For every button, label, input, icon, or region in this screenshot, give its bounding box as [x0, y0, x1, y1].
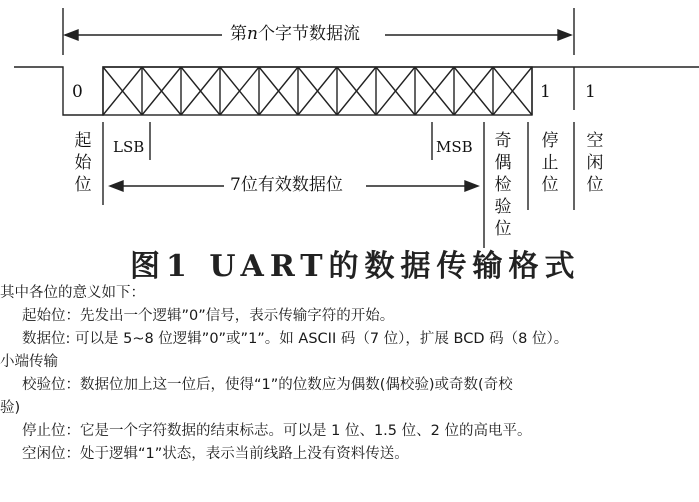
- stream-label: [230, 26, 360, 43]
- figure-caption: 图1 UART的数据传输格式: [130, 249, 581, 284]
- stream-label-n: n: [247, 24, 258, 44]
- data-cell-crosses: [103, 67, 532, 115]
- stream-label-suffix: 个字节数据流: [257, 24, 360, 44]
- start-value: 0: [72, 82, 83, 102]
- stop-bit-label: 停止位: [541, 131, 559, 195]
- data-bits-line: 数据位: 可以是 5~8 位逻辑”0”或”1”。如 ASCII 码（7 位），扩展 BCD 码（8 位）。: [22, 331, 569, 347]
- data-arrowhead-right: [465, 181, 478, 191]
- data-arrowhead-left: [110, 181, 123, 191]
- start-bit-label: 起始位: [74, 131, 92, 195]
- little-endian-line: 小端传输: [0, 354, 58, 370]
- explanation-text: [0, 282, 699, 466]
- lsb-label: LSB: [113, 138, 145, 156]
- stream-label-prefix: 第: [230, 24, 247, 44]
- stop-bit-line: 停止位：它是一个字符数据的结束标志。可以是 1 位、1.5 位、2 位的高电平。: [22, 423, 532, 439]
- stop-value: 1: [540, 82, 551, 102]
- parity-bit-line-cont: 验): [0, 400, 21, 416]
- idle-bit-line: 空闲位：处于逻辑“1”状态，表示当前线路上没有资料传送。: [22, 446, 409, 462]
- msb-label: MSB: [436, 138, 473, 156]
- parity-bit-line: 校验位：数据位加上这一位后，使得“1”的位数应为偶数(偶校验)或奇数(奇校: [22, 377, 513, 393]
- intro-line: 其中各位的意义如下：: [0, 285, 145, 301]
- data-bits-label: 7位有效数据位: [230, 175, 343, 195]
- parity-bit-label: 奇偶检验位: [494, 131, 512, 239]
- idle-bit-label: 空闲位: [586, 131, 604, 195]
- idle-value: 1: [585, 82, 596, 102]
- stream-arrowhead-right: [558, 30, 571, 40]
- start-bit-line: 起始位：先发出一个逻辑”0”信号，表示传输字符的开始。: [22, 308, 395, 324]
- stream-arrowhead-left: [65, 30, 78, 40]
